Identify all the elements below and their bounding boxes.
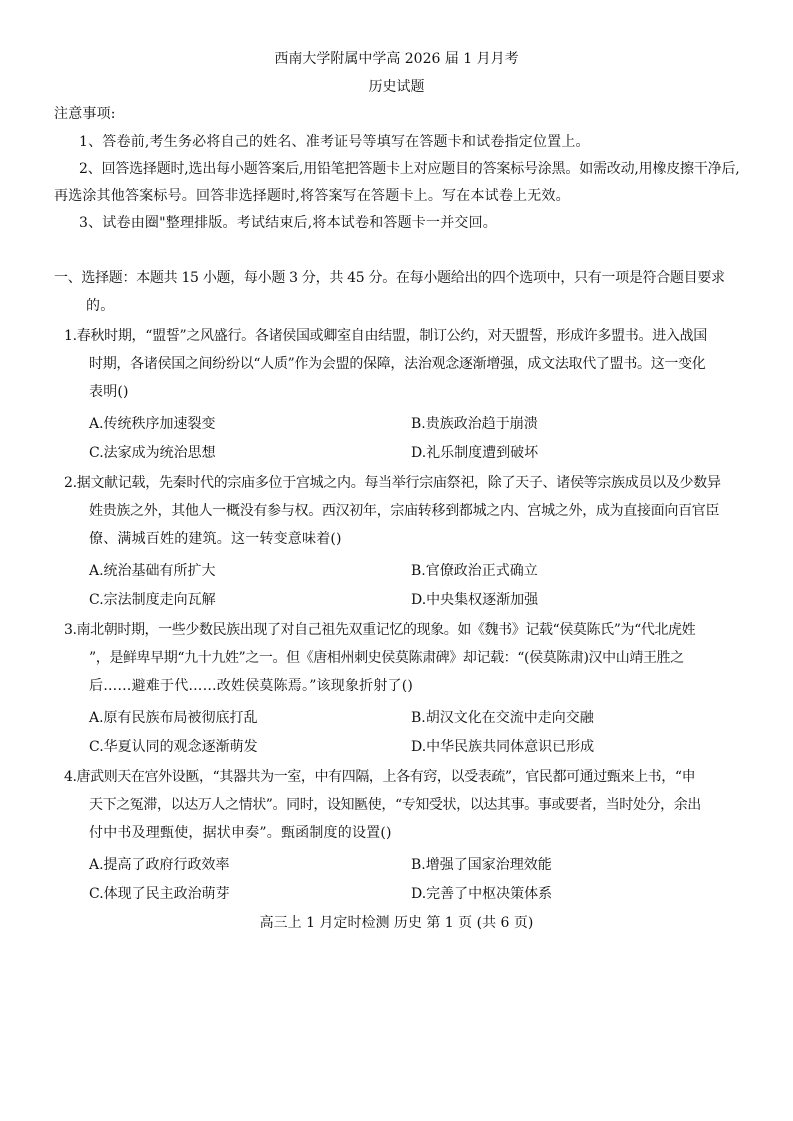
option-a: A.传统秩序加速裂变 bbox=[89, 416, 216, 432]
option-c: C.体现了民主政治萌芽 bbox=[89, 886, 230, 902]
option-b: B.贵族政治趋于崩溃 bbox=[411, 416, 538, 432]
section-heading-line: 的。 bbox=[86, 298, 115, 314]
option-b: B.增强了国家治理效能 bbox=[411, 857, 552, 873]
notice-item: 1、答卷前,考生务必将自己的姓名、准考证号等填写在答题卡和试卷指定位置上。 bbox=[79, 134, 590, 150]
option-c: C.华夏认同的观念逐渐萌发 bbox=[89, 739, 258, 755]
question-text-line: 表明() bbox=[89, 384, 129, 400]
option-b: B.胡汉文化在交流中走向交融 bbox=[411, 710, 594, 726]
option-a: A.原有民族布局被彻底打乱 bbox=[89, 710, 258, 726]
question-text-line: 3.南北朝时期，一些少数民族出现了对自己祖先双重记忆的现象。如《魏书》记载“侯莫陈氏”为“代北虎姓 bbox=[64, 622, 696, 638]
question-text-line: 时期，各诸侯国之间纷纷以“人质”作为会盟的保障，法治观念逐渐增强，成文法取代了盟书。这一变化 bbox=[89, 356, 706, 372]
option-d: D.完善了中枢决策体系 bbox=[411, 886, 553, 902]
question-text-line: 2.据文献记载，先秦时代的宗庙多位于宫城之内。每当举行宗庙祭祀，除了天子、诸侯等宗族成员以及少数异 bbox=[64, 475, 721, 491]
question-text-line: 后……避难于代……改姓侯莫陈焉。”该现象折射了() bbox=[89, 678, 414, 694]
option-a: A.提高了政府行政效率 bbox=[89, 857, 230, 873]
option-d: D.礼乐制度遭到破坏 bbox=[411, 445, 539, 461]
page-footer: 高三上 1 月定时检测 历史 第 1 页 (共 6 页) bbox=[259, 915, 534, 931]
notice-item: 2、回答选择题时,选出每小题答案后,用铅笔把答题卡上对应题目的答案标号涂黑。如需改动,用橡皮擦干净后, bbox=[79, 161, 740, 177]
question-text-line: 付中书及理甄使，据状申奏”。甄函制度的设置() bbox=[89, 825, 392, 841]
option-c: C.法家成为统治思想 bbox=[89, 445, 216, 461]
question-text-line: 1.春秋时期，“盟誓”之风盛行。各诸侯国或卿室自由结盟，制订公约，对天盟誓，形成许多盟书。进入战国 bbox=[64, 328, 707, 344]
option-c: C.宗法制度走向瓦解 bbox=[89, 592, 216, 608]
question-text-line: 僚、满城百姓的建筑。这一转变意味着() bbox=[89, 531, 342, 547]
option-a: A.统治基础有所扩大 bbox=[89, 563, 216, 579]
section-heading-line: 一、选择题：本题共 15 小题，每小题 3 分，共 45 分。在每小题给出的四个选项中，只有一项是符合题目要求 bbox=[54, 270, 725, 286]
question-text-line: 姓贵族之外，其他人一概没有参与权。西汉初年，宗庙转移到都城之内、宫城之外，成为直接面向百官臣 bbox=[89, 503, 720, 519]
option-d: D.中华民族共同体意识已形成 bbox=[411, 739, 595, 755]
exam-subtitle: 历史试题 bbox=[368, 79, 425, 95]
question-text-line: ”，是鲜卑早期“九十九姓”之一。但《唐相州刺史侯莫陈肃碑》却记载：“(侯莫陈肃)汉中山靖王胜之 bbox=[89, 650, 684, 666]
notice-item: 3、试卷由圈"整理排版。考试结束后,将本试卷和答题卡一并交回。 bbox=[79, 215, 497, 231]
option-d: D.中央集权逐渐加强 bbox=[411, 592, 539, 608]
exam-title: 西南大学附属中学高 2026 届 1 月月考 bbox=[274, 51, 519, 67]
notice-heading: 注意事项: bbox=[54, 106, 116, 122]
notice-item: 再选涂其他答案标号。回答非选择题时,将答案写在答题卡上。写在本试卷上无效。 bbox=[54, 188, 570, 204]
question-text-line: 天下之冤滞，以达万人之情状”。同时，设知匦使，“专知受状，以达其事。事或要者，当时处分，余出 bbox=[89, 797, 701, 813]
option-b: B.官僚政治正式确立 bbox=[411, 563, 538, 579]
question-text-line: 4.唐武则天在宫外设匦，“其器共为一室，中有四隔，上各有窍，以受表疏”，官民都可通过甄来上书，“申 bbox=[64, 769, 696, 785]
